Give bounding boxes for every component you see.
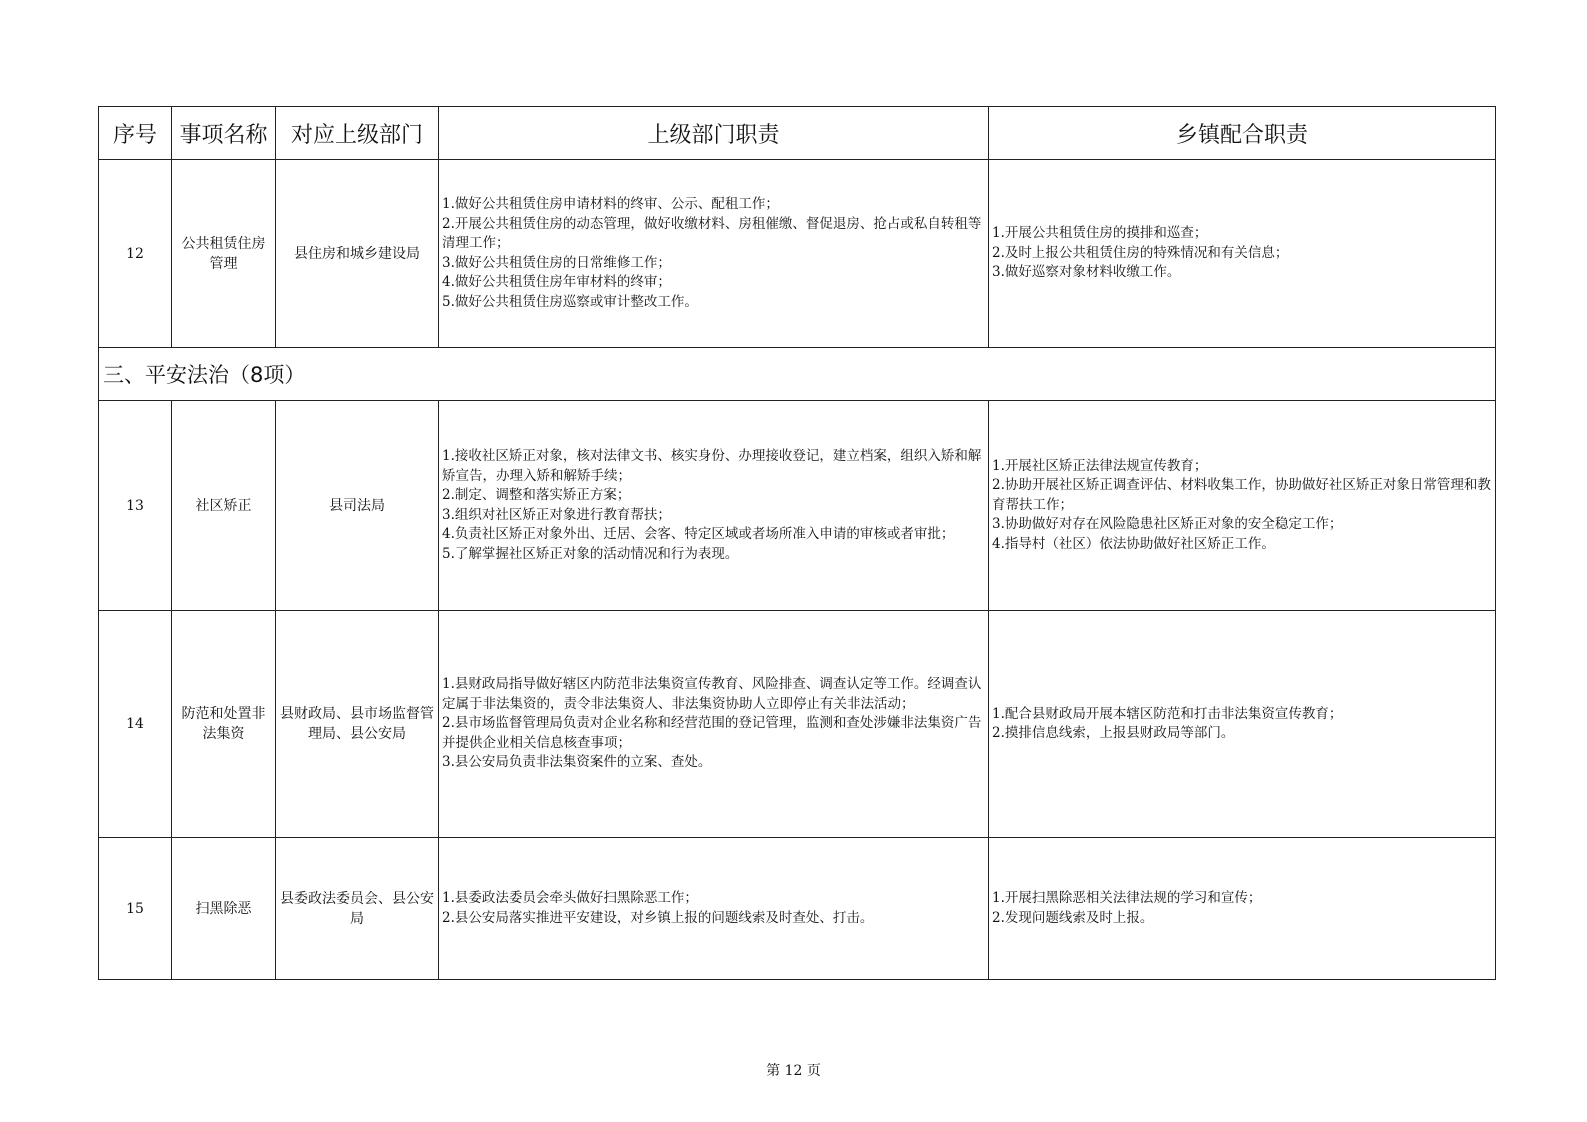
- row-num: 12: [99, 160, 172, 348]
- row-dept: 县委政法委员会、县公安局: [276, 838, 439, 980]
- duty-line: 3.做好公共租赁住房的日常维修工作；: [442, 254, 671, 271]
- row-superior-duties: [439, 160, 989, 348]
- table-row: [99, 160, 1496, 348]
- row-item-name: 防范和处置非法集资: [172, 611, 276, 838]
- section-title: 三、平安法治（8项）: [99, 348, 1496, 401]
- row-town-duties: [989, 160, 1496, 348]
- row-superior-duties: [439, 611, 989, 838]
- row-item-name: 扫黑除恶: [172, 838, 276, 980]
- row-item-name: 公共租赁住房管理: [172, 160, 276, 348]
- duty-line: 1.做好公共租赁住房申请材料的终审、公示、配租工作；: [442, 196, 779, 212]
- duty-line: 4.做好公共租赁住房年审材料的终审；: [442, 274, 671, 290]
- table-row: [99, 838, 1496, 980]
- row-superior-duties: [439, 401, 989, 611]
- duty-line: 5.了解掌握社区矫正对象的活动情况和行为表现。: [442, 545, 739, 562]
- duty-line: 2.县市场监督管理局负责对企业名称和经营范围的登记管理，监测和查处涉嫌非法集资广告并提供企业相关信息核查事项；: [442, 715, 982, 751]
- duty-line: 2.县公安局落实推进平安建设，对乡镇上报的问题线索及时查处、打击。: [442, 909, 874, 926]
- duty-line: 1.开展社区矫正法律法规宣传教育；: [992, 457, 1208, 474]
- row-superior-duties: [439, 838, 989, 980]
- header-num: 序号: [99, 107, 172, 160]
- header-town-duties: 乡镇配合职责: [989, 107, 1496, 160]
- duty-line: 1.接收社区矫正对象，核对法律文书、核实身份、办理接收登记，建立档案，组织入矫和解矫宣告，办理入矫和解矫手续；: [442, 448, 982, 484]
- header-dept: 对应上级部门: [276, 107, 439, 160]
- duty-line: 4.指导村（社区）依法协助做好社区矫正工作。: [992, 535, 1275, 552]
- duty-line: 3.协助做好对存在风险隐患社区矫正对象的安全稳定工作；: [992, 516, 1343, 533]
- duty-line: 1.开展公共租赁住房的摸排和巡查；: [992, 225, 1208, 242]
- duty-line: 2.制定、调整和落实矫正方案；: [442, 487, 631, 503]
- table-header-row: [99, 107, 1496, 160]
- header-superior-duties: 上级部门职责: [439, 107, 989, 160]
- duty-table: [98, 106, 1496, 980]
- duty-line: 2.发现问题线索及时上报。: [992, 909, 1154, 926]
- row-num: 15: [99, 838, 172, 980]
- row-dept: 县司法局: [276, 401, 439, 611]
- duty-line: 1.开展扫黑除恶相关法律法规的学习和宣传；: [992, 890, 1262, 906]
- table-row: [99, 611, 1496, 838]
- duty-line: 4.负责社区矫正对象外出、迁居、会客、特定区域或者场所准入申请的审核或者审批；: [442, 526, 955, 542]
- page-number: 第 12 页: [766, 1063, 821, 1079]
- duty-line: 2.及时上报公共租赁住房的特殊情况和有关信息；: [992, 244, 1289, 261]
- duty-line: 2.协助开展社区矫正调查评估、材料收集工作，协助做好社区矫正对象日常管理和教育帮扶工作；: [992, 477, 1491, 513]
- row-num: 14: [99, 611, 172, 838]
- duty-line: 3.做好巡察对象材料收缴工作。: [992, 264, 1181, 281]
- row-town-duties: [989, 611, 1496, 838]
- header-item-name: 事项名称: [172, 107, 276, 160]
- duty-line: 1.县财政局指导做好辖区内防范非法集资宣传教育、风险排查、调查认定等工作。经调查认定属于非法集资的，责令非法集资人、非法集资协助人立即停止有关非法活动；: [442, 676, 982, 712]
- duty-line: 1.配合县财政局开展本辖区防范和打击非法集资宣传教育；: [992, 705, 1343, 722]
- row-town-duties: [989, 838, 1496, 980]
- row-dept: 县住房和城乡建设局: [276, 160, 439, 348]
- duty-line: 5.做好公共租赁住房巡察或审计整改工作。: [442, 293, 698, 310]
- duty-line: 3.县公安局负责非法集资案件的立案、查处。: [442, 754, 712, 771]
- duty-line: 1.县委政法委员会牵头做好扫黑除恶工作；: [442, 890, 698, 906]
- section-row: [99, 348, 1496, 401]
- duty-line: 3.组织对社区矫正对象进行教育帮扶；: [442, 506, 671, 523]
- duty-line: 2.开展公共租赁住房的动态管理，做好收缴材料、房租催缴、督促退房、抢占或私自转租等清理工作；: [442, 215, 982, 251]
- table-row: [99, 401, 1496, 611]
- row-dept: 县财政局、县市场监督管理局、县公安局: [276, 611, 439, 838]
- row-item-name: 社区矫正: [172, 401, 276, 611]
- row-num: 13: [99, 401, 172, 611]
- duty-line: 2.摸排信息线索，上报县财政局等部门。: [992, 725, 1235, 741]
- row-town-duties: [989, 401, 1496, 611]
